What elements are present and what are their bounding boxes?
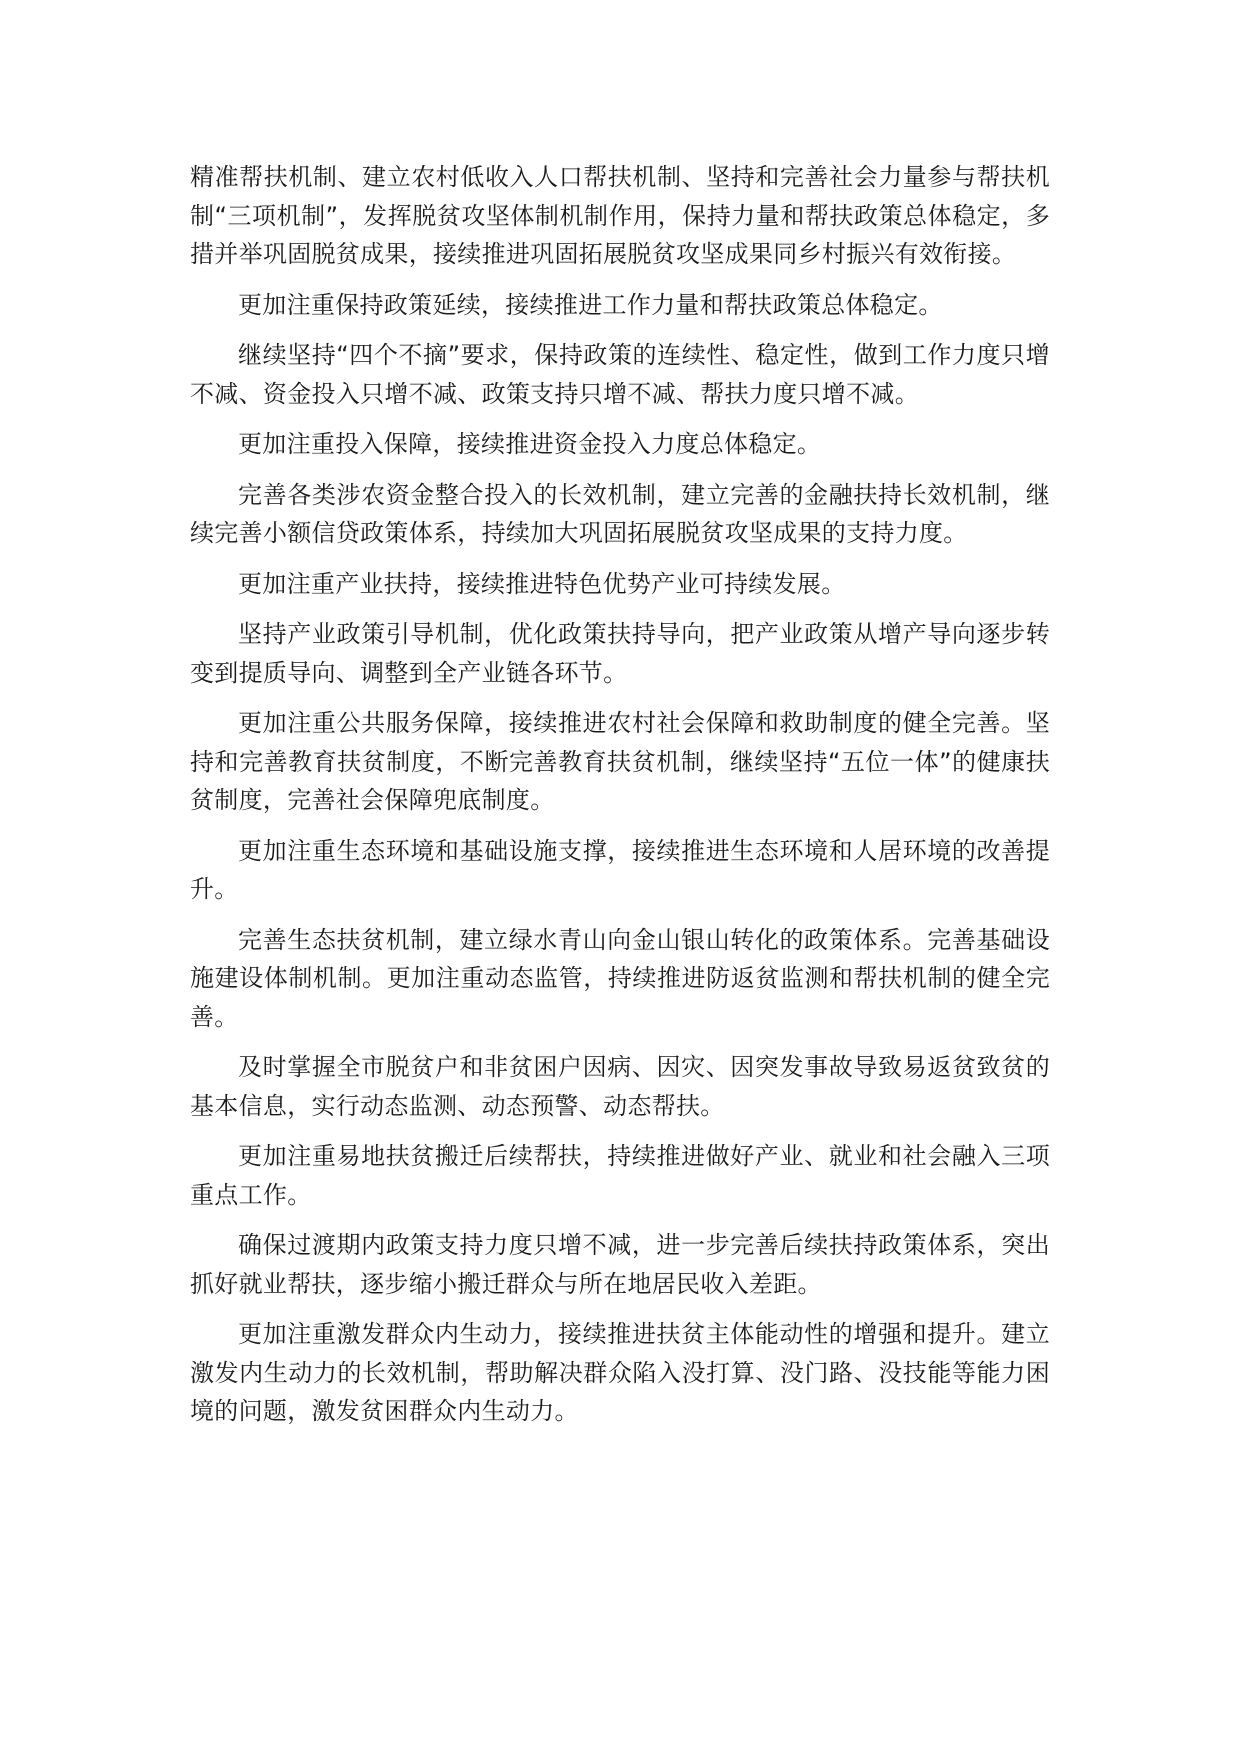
paragraph-10: 完善生态扶贫机制，建立绿水青山向金山银山转化的政策体系。完善基础设施建设体制机制。更加注重动态监管，持续推进防返贫监测和帮扶机制的健全完善。 (190, 925, 1050, 1031)
paragraph-6: 更加注重产业扶持，接续推进特色优势产业可持续发展。 (238, 569, 846, 598)
document-body (190, 158, 1050, 1443)
paragraph-2: 更加注重保持政策延续，接续推进工作力量和帮扶政策总体稳定。 (238, 290, 943, 319)
paragraph-7: 坚持产业政策引导机制，优化政策扶持导向，把产业政策从增产导向逐步转变到提质导向、调整到全产业链各环节。 (190, 620, 1050, 687)
paragraph-4: 更加注重投入保障，接续推进资金投入力度总体稳定。 (238, 430, 822, 458)
paragraph-11: 及时掌握全市脱贫户和非贫困户因病、因灾、因突发事故导致易返贫致贫的基本信息，实行动态监测、动态预警、动态帮扶。 (190, 1053, 1050, 1120)
paragraph-9: 更加注重生态环境和基础设施支撑，接续推进生态环境和人居环境的改善提升。 (190, 836, 1050, 903)
paragraph-12: 更加注重易地扶贫搬迁后续帮扶，持续推进做好产业、就业和社会融入三项重点工作。 (190, 1142, 1050, 1209)
paragraph-8: 更加注重公共服务保障，接续推进农村社会保障和救助制度的健全完善。坚持和完善教育扶贫制度，不断完善教育扶贫机制，继续坚持“五位一体”的健康扶贫制度，完善社会保障兜底制度。 (190, 709, 1050, 814)
paragraph-14: 更加注重激发群众内生动力，接续推进扶贫主体能动性的增强和提升。建立激发内生动力的长效机制，帮助解决群众陷入没打算、没门路、没技能等能力困境的问题，激发贫困群众内生动力。 (190, 1320, 1050, 1425)
paragraph-13: 确保过渡期内政策支持力度只增不减，进一步完善后续扶持政策体系，突出抓好就业帮扶，逐步缩小搬迁群众与所在地居民收入差距。 (190, 1231, 1050, 1298)
paragraph-3: 继续坚持“四个不摘”要求，保持政策的连续性、稳定性，做到工作力度只增不减、资金投入只增不减、政策支持只增不减、帮扶力度只增不减。 (190, 341, 1050, 408)
paragraph-5: 完善各类涉农资金整合投入的长效机制，建立完善的金融扶持长效机制，继续完善小额信贷政策体系，持续加大巩固拓展脱贫攻坚成果的支持力度。 (190, 480, 1050, 547)
paragraph-1: 精准帮扶机制、建立农村低收入人口帮扶机制、坚持和完善社会力量参与帮扶机制“三项机制”，发挥脱贫攻坚体制机制作用，保持力量和帮扶政策总体稳定，多措并举巩固脱贫成果，接续推进巩固拓展脱贫攻坚成果同乡村振兴有效衔接。 (190, 163, 1050, 268)
